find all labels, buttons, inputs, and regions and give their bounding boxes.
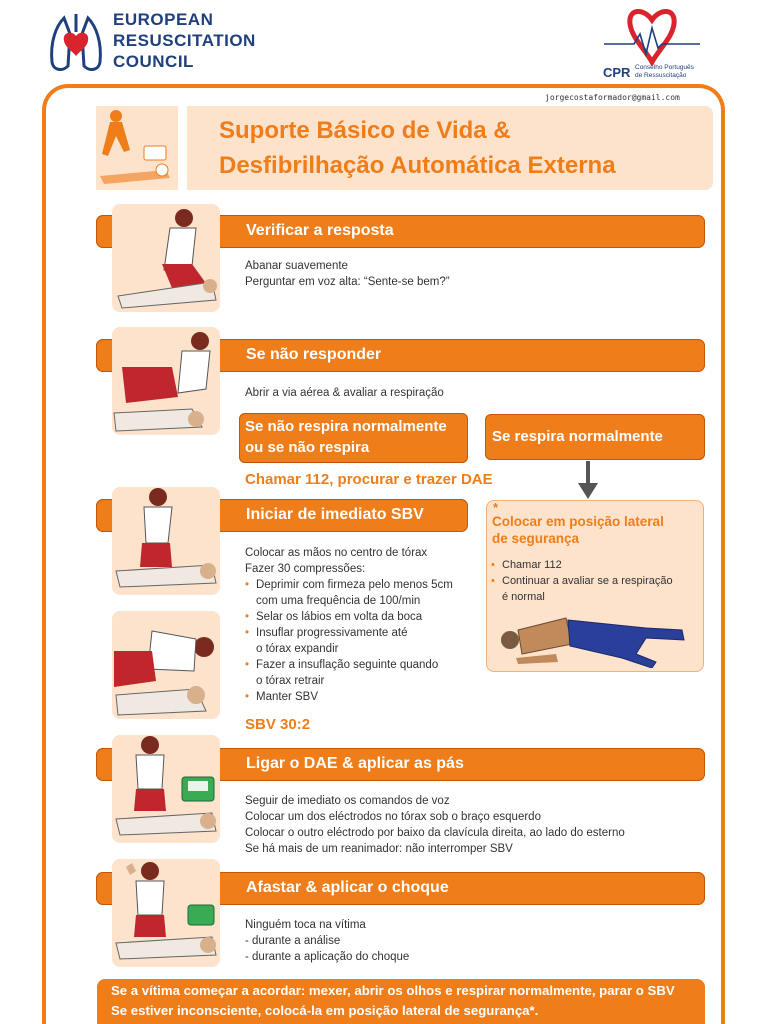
step-sbv-label: Iniciar de imediato SBV: [246, 506, 424, 523]
recovery-text: • Chamar 112 • Continuar a avaliar se a respiração é normal: [491, 557, 673, 605]
erc-logo-icon: [46, 12, 106, 74]
cpr-full-name: Conselho Português de Ressuscitação: [635, 64, 694, 79]
cpr-heart-icon: [604, 6, 700, 66]
arrow-down-icon: [576, 461, 600, 499]
step-nao-responder-label: Se não responder: [246, 346, 382, 363]
step-sbv-text: Colocar as mãos no centro de tórax Fazer 30 compressões: • Deprimir com firmeza pelo menos 5cm com uma frequência de 100/min • Selar os lábios em volta da boca • Insuflar progressivamente até o tórax expandir • Fazer a insuflação seguinte quando o tórax retrair • Manter SBV: [245, 545, 453, 705]
cpr-abbreviation: CPR: [603, 65, 631, 80]
aed-pads-illustration: [112, 735, 220, 843]
step-verificar-text: Abanar suavemente Perguntar em voz alta: “Sente-se bem?”: [245, 260, 450, 288]
step-nao-responder-text: Abrir a via aérea & avaliar a respiração: [245, 387, 444, 399]
call-112-text: Chamar 112, procurar e trazer DAE: [245, 471, 493, 488]
contact-email: jorgecostaformador@gmail.com: [545, 93, 680, 102]
title-illustration: [96, 106, 178, 190]
sbv-ratio: SBV 30:2: [245, 716, 311, 733]
open-airway-illustration: [112, 327, 220, 435]
erc-name: EUROPEAN RESUSCITATION COUNCIL: [113, 10, 256, 71]
step-dae-label: Ligar o DAE & aplicar as pás: [246, 755, 464, 772]
rescue-breath-illustration: [112, 611, 220, 719]
not-breathing-box: Se não respira normalmente ou se não respira: [239, 413, 468, 463]
check-response-illustration: [112, 204, 220, 312]
recovery-star: *: [493, 500, 499, 515]
sbv-bullet-list: • Deprimir com firmeza pelo menos 5cm com uma frequência de 100/min • Selar os lábios em volta da boca • Insuflar progressivamente até o tórax expandir • Fazer a insuflação seguinte quando o tórax retrair • Manter SBV: [245, 577, 453, 705]
page-title: Suporte Básico de Vida & Desfibrilhação Automática Externa: [219, 117, 616, 179]
chest-compression-illustration: [112, 487, 220, 595]
breathing-normally-box: Se respira normalmente: [485, 414, 705, 460]
deliver-shock-illustration: [112, 859, 220, 967]
recovery-position-illustration: [496, 604, 688, 668]
step-dae-text: Seguir de imediato os comandos de voz Colocar um dos eléctrodos no tórax sob o braço esquerdo Colocar o outro eléctrodo por baixo da clavícula direita, ao lado do esterno Se há mais de um reanimador: não interromper SBV: [245, 795, 625, 855]
step-choque-text: Ninguém toca na vítima - durante a análise - durante a aplicação do choque: [245, 919, 410, 963]
step-verificar-label: Verificar a resposta: [246, 222, 394, 239]
step-choque-label: Afastar & aplicar o choque: [246, 879, 449, 896]
footer-text: Se a vítima começar a acordar: mexer, abrir os olhos e respirar normalmente, parar o SBV Se estiver inconsciente, colocá-la em posição lateral de segurança*.: [111, 983, 675, 1018]
recovery-title: Colocar em posição lateral de segurança: [492, 514, 664, 546]
